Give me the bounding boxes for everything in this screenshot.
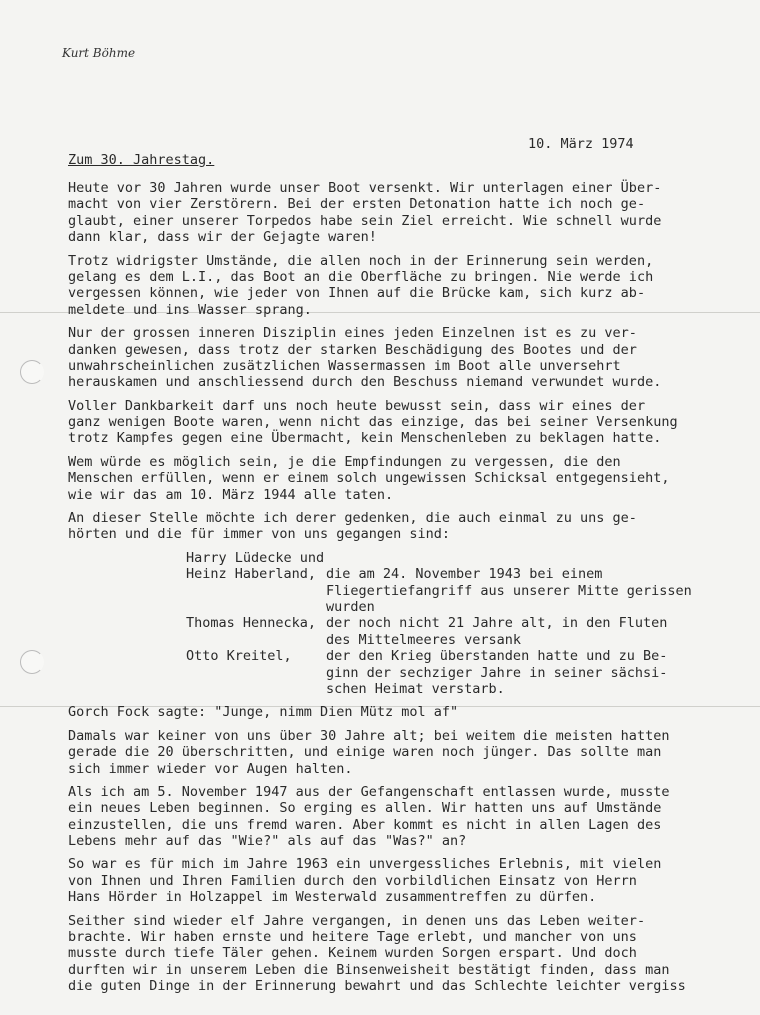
memorial-row — [68, 665, 758, 681]
memorial-row — [68, 632, 758, 648]
paragraph — [68, 510, 758, 543]
memorial-desc: ginn der sechziger Jahre in seiner sächsi- — [326, 664, 668, 681]
text-line: glaubt, einer unserer Torpedos habe sein Ziel erreicht. Wie schnell wurde — [68, 212, 662, 229]
memorial-name: Otto Kreitel, — [186, 648, 292, 665]
text-line: sich immer wieder vor Augen halten. — [68, 760, 353, 777]
memorial-indent — [68, 632, 326, 648]
text-line: vergessen können, wie jeder von Ihnen auf die Brücke kam, sich kurz ab- — [68, 285, 646, 302]
text-line: dann klar, dass wir der Gejagte waren! — [68, 229, 377, 246]
paragraph — [68, 913, 758, 995]
memorial-row — [68, 583, 758, 599]
text-line: So war es für mich im Jahre 1963 ein unvergessliches Erlebnis, mit vielen — [68, 856, 662, 873]
paragraphs-after — [68, 704, 758, 994]
memorial-row — [68, 615, 758, 631]
memorial-row — [68, 599, 758, 615]
letter-body — [68, 152, 758, 1002]
paragraph — [68, 325, 758, 391]
text-line: meldete und ins Wasser sprang. — [68, 301, 312, 318]
text-line: Damals war keiner von uns über 30 Jahre alt; bei weitem die meisten hatten — [68, 727, 670, 744]
memorial-indent — [68, 665, 326, 681]
text-line: ein neues Leben beginnen. So erging es allen. Wir hatten uns auf Umstände — [68, 800, 662, 817]
signature: Kurt Böhme — [62, 46, 136, 60]
text-line: Trotz widrigster Umstände, die allen noch in der Erinnerung sein werden, — [68, 252, 654, 269]
paragraph — [68, 704, 758, 720]
text-line: die guten Dinge in der Erinnerung bewahrt und das Schlechte leichter vergiss — [68, 978, 686, 995]
text-line: durften wir in unserem Leben die Binsenweisheit bestätigt finden, dass man — [68, 961, 670, 978]
memorial-row — [68, 566, 758, 582]
memorial-desc: wurden — [326, 598, 375, 615]
memorial-row — [68, 681, 758, 697]
paragraph — [68, 398, 758, 447]
text-line: unwahrscheinlichen zusätzlichen Wassermassen im Boot alle unversehrt — [68, 357, 621, 374]
text-line: Heute vor 30 Jahren wurde unser Boot versenkt. Wir unterlagen einer Über- — [68, 180, 662, 196]
memorial-desc: die am 24. November 1943 bei einem — [326, 566, 603, 583]
memorial-indent — [68, 583, 326, 599]
text-line: ganz wenigen Boote waren, wenn nicht das einzige, das bei seiner Versenkung — [68, 414, 678, 431]
paragraph — [68, 454, 758, 503]
text-line: Lebens mehr auf das "Wie?" als auf das "Was?" an? — [68, 833, 467, 850]
text-line: Voller Dankbarkeit darf uns noch heute bewusst sein, dass wir eines der — [68, 397, 646, 414]
memorial-desc: Fliegertiefangriff aus unserer Mitte gerissen — [326, 582, 692, 599]
text-line: gelang es dem L.I., das Boot an die Oberfläche zu bringen. Nie werde ich — [68, 268, 654, 285]
memorial-list — [68, 550, 758, 698]
text-line: hörten und die für immer von uns gegangen sind: — [68, 526, 451, 543]
text-line: danken gewesen, dass trotz der starken Beschädigung des Bootes und der — [68, 341, 637, 358]
text-line: brachte. Wir haben ernste und heitere Tage erlebt, und mancher von uns — [68, 929, 637, 946]
paragraphs-before — [68, 180, 758, 543]
letter-date: 10. März 1974 — [528, 136, 634, 152]
memorial-row — [68, 648, 758, 664]
text-line: herauskamen und anschliessend durch den Beschuss niemand verwundet wurde. — [68, 374, 662, 391]
paragraph — [68, 253, 758, 319]
letter-title: Zum 30. Jahrestag. — [68, 152, 215, 168]
memorial-indent — [68, 599, 326, 615]
text-line: Seither sind wieder elf Jahre vergangen, in denen uns das Leben weiter- — [68, 912, 646, 929]
text-line: einzustellen, die uns fremd waren. Aber kommt es nicht in allen Lagen des — [68, 816, 662, 833]
text-line: Gorch Fock sagte: "Junge, nimm Dien Mütz mol af" — [68, 704, 459, 721]
text-line: gerade die 20 überschritten, und einige waren noch jünger. Das sollte man — [68, 744, 662, 761]
text-line: wie wir das am 10. März 1944 alle taten. — [68, 486, 394, 503]
memorial-name: Harry Lüdecke und — [186, 549, 325, 566]
text-line: trotz Kampfes gegen eine Übermacht, kein Menschenleben zu beklagen hatte. — [68, 430, 662, 447]
memorial-name: Heinz Haberland, — [186, 566, 317, 583]
text-line: Als ich am 5. November 1947 aus der Gefangenschaft entlassen wurde, musste — [68, 783, 670, 800]
text-line: macht von vier Zerstörern. Bei der ersten Detonation hatte ich noch ge- — [68, 196, 646, 213]
memorial-desc: schen Heimat verstarb. — [326, 680, 505, 697]
text-line: Menschen erfüllen, wenn er einem solch ungewissen Schicksal entgegensieht, — [68, 470, 670, 487]
text-line: von Ihnen und Ihren Familien durch den vorbildlichen Einsatz von Herrn — [68, 872, 637, 889]
text-line: Nur der grossen inneren Disziplin eines jeden Einzelnen ist es zu ver- — [68, 325, 637, 342]
paragraph — [68, 784, 758, 850]
memorial-desc: der noch nicht 21 Jahre alt, in den Fluten — [326, 615, 668, 632]
paragraph — [68, 180, 758, 246]
memorial-desc: der den Krieg überstanden hatte und zu Be- — [326, 648, 668, 665]
text-line: An dieser Stelle möchte ich derer gedenken, die auch einmal zu uns ge- — [68, 510, 637, 527]
punch-hole — [20, 650, 44, 674]
paragraph — [68, 856, 758, 905]
paragraph — [68, 728, 758, 777]
memorial-row — [68, 550, 758, 566]
text-line: musste durch tiefe Täler gehen. Keinem wurden Sorgen erspart. Und doch — [68, 945, 637, 962]
punch-hole — [20, 360, 44, 384]
memorial-desc: des Mittelmeeres versank — [326, 631, 522, 648]
memorial-indent — [68, 681, 326, 697]
text-line: Hans Hörder in Holzappel im Westerwald zusammentreffen zu dürfen. — [68, 889, 597, 906]
memorial-name: Thomas Hennecka, — [186, 615, 317, 632]
text-line: Wem würde es möglich sein, je die Empfindungen zu vergessen, die den — [68, 453, 621, 470]
